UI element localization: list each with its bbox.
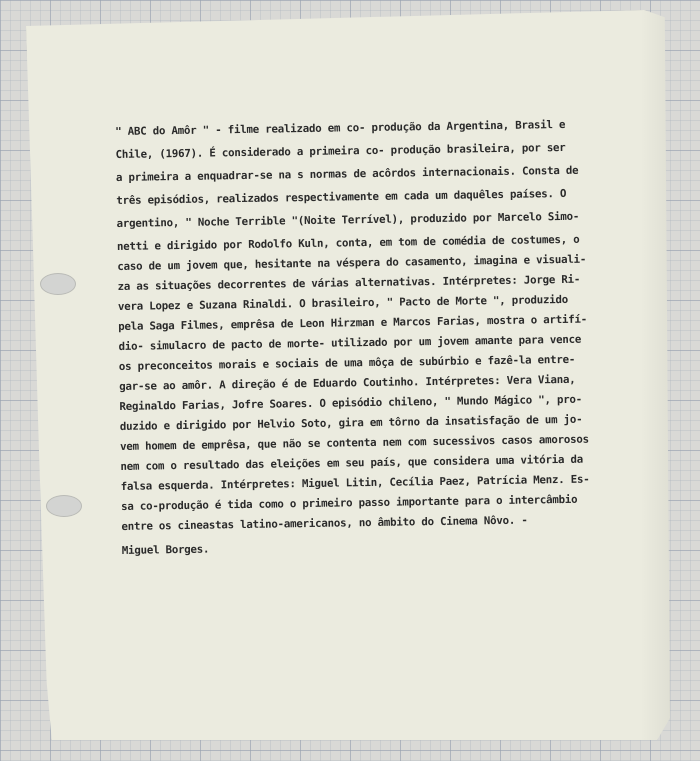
punch-hole-lower bbox=[46, 495, 82, 517]
text-line: vem homem de emprêsa, que não se contenta nem com sucessivos casos amorosos bbox=[120, 432, 589, 453]
text-line: netti e dirigido por Rodolfo Kuln, conta, em tom de comédia de costumes, o bbox=[116, 232, 580, 253]
text-line: Chile, (1967). É considerado a primeira co- produção brasileira, por ser bbox=[115, 140, 566, 161]
typewritten-text bbox=[115, 112, 652, 562]
text-line: caso de um jovem que, hesitante na véspera do casamento, imagina e visuali- bbox=[117, 252, 587, 273]
text-line: " ABC do Amôr " - filme realizado em co- produção da Argentina, Brasil e bbox=[115, 117, 566, 138]
text-line: duzido e dirigido por Helvio Soto, gira em tôrno da insatisfação de um jo- bbox=[119, 412, 583, 433]
text-line: entre os cineastas latino-americanos, no âmbito do Cinema Nôvo. - bbox=[121, 513, 528, 533]
punch-hole-upper bbox=[40, 273, 76, 295]
text-line: pela Saga Filmes, emprêsa de Leon Hirzman e Marcos Farias, mostra o artifí- bbox=[118, 312, 588, 333]
text-line: vera Lopez e Suzana Rinaldi. O brasileiro, " Pacto de Morte ", produzido bbox=[117, 292, 569, 313]
text-line: sa co-produção é tida como o primeiro passo importante para o intercâmbio bbox=[120, 492, 578, 513]
text-line: argentino, " Noche Terrible "(Noite Terrível), produzido por Marcelo Simo- bbox=[116, 209, 580, 230]
text-line: nem com o resultado das eleições em seu país, que considera uma vitória da bbox=[120, 452, 584, 473]
text-line: za as situações decorrentes de várias alternativas. Intérpretes: Jorge Ri- bbox=[117, 272, 581, 293]
text-line: a primeira a enquadrar-se na s normas de acôrdos internacionais. Consta de bbox=[115, 163, 579, 184]
text-line: Reginaldo Farias, Jofre Soares. O episódio chileno, " Mundo Mágico ", pro- bbox=[119, 392, 583, 413]
text-line: dio- simulacro de pacto de morte- utilizado por um jovem amante para vence bbox=[118, 332, 582, 353]
text-line: os preconceitos morais e sociais de uma môça de subúrbio e fazê-la entre- bbox=[118, 352, 576, 373]
text-line: três episódios, realizados respectivamente em cada um daquêles países. O bbox=[116, 186, 567, 207]
text-line: gar-se ao amôr. A direção é de Eduardo Coutinho. Intérpretes: Vera Viana, bbox=[119, 372, 576, 393]
signature: Miguel Borges. bbox=[121, 542, 210, 557]
text-line: falsa esquerda. Intérpretes: Miguel Litin, Cecília Paez, Patrícia Menz. Es- bbox=[120, 472, 590, 493]
